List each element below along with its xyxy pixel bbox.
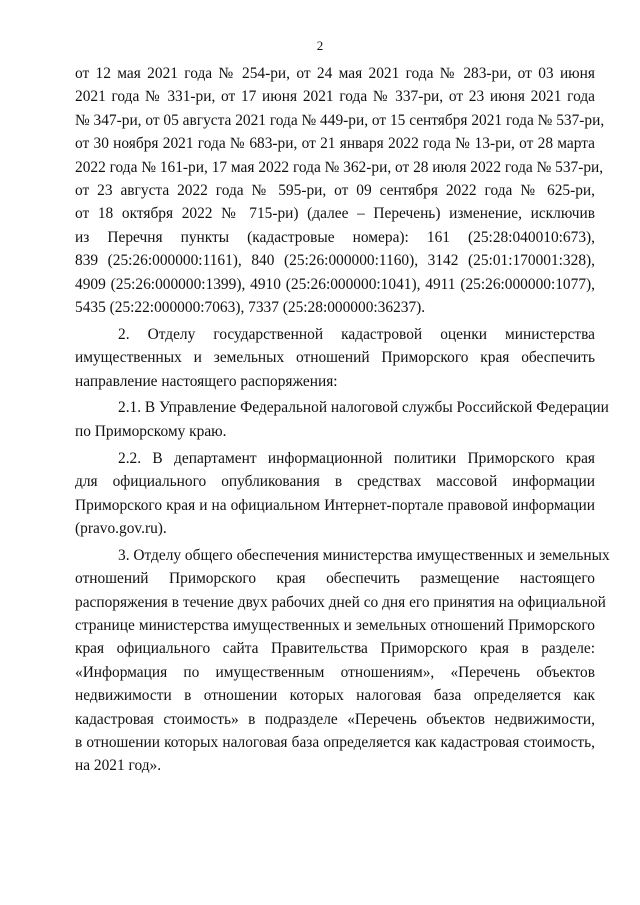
paragraph-item-3 — [75, 544, 610, 778]
text-line: на 2021 год». — [75, 757, 162, 775]
text-line: недвижимости в отношении которых налоговая база определяется как — [75, 687, 595, 705]
paragraph-item-2-2 — [75, 447, 595, 541]
text-line: направление настоящего распоряжения: — [75, 372, 338, 390]
text-line: от 18 октября 2022 № 715-ри) (далее – Перечень) изменение, исключив — [75, 205, 595, 223]
text-line: для официального опубликования в средствах массовой информации — [75, 473, 595, 491]
text-line: странице министерства имущественных и земельных отношений Приморского — [75, 616, 595, 634]
text-line: по Приморскому краю. — [75, 422, 227, 440]
text-line: в отношении которых налоговая база определяется как кадастровая стоимость, — [75, 733, 595, 751]
text-line: 4909 (25:26:000000:1399), 4910 (25:26:000000:1041), 4911 (25:26:000000:1077), — [75, 275, 595, 293]
text-line: 5435 (25:22:000000:7063), 7337 (25:28:000000:36237). — [75, 298, 426, 316]
page-number: 2 — [316, 38, 324, 53]
text-line: (pravo.gov.ru). — [75, 519, 167, 537]
text-line: 2.1. В Управление Федеральной налоговой службы Российской Федерации — [118, 399, 609, 417]
text-line: «Информация по имущественным отношениям», «Перечень объектов — [75, 663, 595, 681]
paragraph-item-2 — [75, 323, 595, 393]
text-line: имущественных и земельных отношений Приморского края обеспечить — [75, 349, 595, 367]
document-body — [75, 62, 610, 781]
text-line: края официального сайта Правительства Приморского края в разделе: — [75, 640, 595, 658]
text-line: 839 (25:26:000000:1161), 840 (25:26:000000:1160), 3142 (25:01:170001:328), — [75, 252, 595, 270]
text-line: из Перечня пункты (кадастровые номера): 161 (25:28:040010:673), — [75, 228, 595, 246]
text-line: 2. Отделу государственной кадастровой оценки министерства — [118, 325, 595, 343]
text-line: 2022 года № 161-ри, 17 мая 2022 года № 362-ри, от 28 июля 2022 года № 537-ри, — [75, 158, 604, 176]
paragraph-list-continuation — [75, 62, 605, 319]
paragraph-item-2-1 — [75, 396, 609, 443]
text-line: 2021 года № 331-ри, от 17 июня 2021 года № 337-ри, от 23 июня 2021 года — [75, 88, 595, 106]
text-line: от 12 мая 2021 года № 254-ри, от 24 мая 2021 года № 283-ри, от 03 июня — [75, 65, 595, 82]
text-line: кадастровая стоимость» в подразделе «Перечень объектов недвижимости, — [75, 710, 595, 728]
text-line: № 347-ри, от 05 августа 2021 года № 449-ри, от 15 сентября 2021 года № 537-ри, — [75, 111, 605, 129]
text-line: Приморского края и на официальном Интернет-портале правовой информации — [75, 496, 595, 514]
text-line: распоряжения в течение двух рабочих дней со дня его принятия на официальной — [75, 593, 606, 611]
text-line: отношений Приморского края обеспечить размещение настоящего — [75, 570, 595, 588]
text-line: от 23 августа 2022 года № 595-ри, от 09 сентября 2022 года № 625-ри, — [75, 181, 595, 199]
text-line: от 30 ноября 2021 года № 683-ри, от 21 января 2022 года № 13-ри, от 28 марта — [75, 135, 595, 153]
text-line: 3. Отделу общего обеспечения министерства имущественных и земельных — [118, 546, 610, 564]
text-line: 2.2. В департамент информационной политики Приморского края — [118, 449, 595, 467]
